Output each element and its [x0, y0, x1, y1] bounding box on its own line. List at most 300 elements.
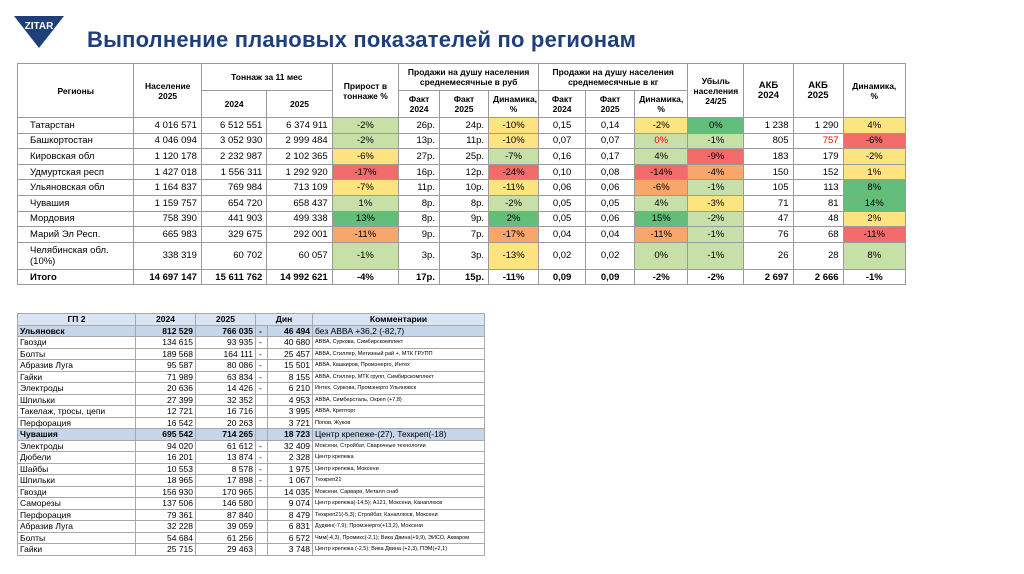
gp-2025: 93 935: [196, 337, 256, 349]
header-kg-fact-2025: Факт 2025: [586, 91, 635, 118]
cell-r25: 8р.: [439, 195, 488, 211]
header-rub-fact-2024: Факт 2024: [399, 91, 440, 118]
cell-adyn: -6%: [843, 133, 905, 149]
gp-2025: 20 263: [196, 417, 256, 429]
cell-rdyn: -24%: [489, 164, 539, 180]
cell-region: Удмуртская респ: [18, 164, 134, 180]
gp-din: 1 067: [268, 475, 313, 487]
header-rub-dynamics: Динамика, %: [489, 91, 539, 118]
cell-kdyn: 0%: [635, 242, 688, 269]
gp-comment: Центр крепежа, Моксени: [313, 463, 485, 475]
gp-2024: 10 553: [136, 463, 196, 475]
cell-r25: 25р.: [439, 149, 488, 165]
gp-name: Ульяновск: [18, 325, 136, 337]
cell-adyn: 4%: [843, 118, 905, 134]
total-row: [18, 269, 906, 285]
gp-2025: 32 352: [196, 394, 256, 406]
gp-comment: без АВВА +36,2 (-82,7): [313, 325, 485, 337]
cell-r25: 24р.: [439, 118, 488, 134]
gp-2024: 16 201: [136, 452, 196, 464]
gp-din: 3 995: [268, 406, 313, 418]
cell-t24: 654 720: [201, 195, 266, 211]
gp-comment: АВВА, Суркова, Симбирскомплект: [313, 337, 485, 349]
gp-2024: 18 965: [136, 475, 196, 487]
table-row: [18, 532, 485, 544]
cell-k25: 0,06: [586, 180, 635, 196]
gp-2025: 61 612: [196, 440, 256, 452]
gp-din: 2 328: [268, 452, 313, 464]
gp-sign: [256, 486, 268, 498]
gp-2024: 695 542: [136, 429, 196, 441]
gp-din: 8 155: [268, 371, 313, 383]
cell-decl: -1%: [688, 227, 744, 243]
cell-rdyn: 2%: [489, 211, 539, 227]
cell-r24: 3р.: [399, 242, 440, 269]
gp-din: 25 457: [268, 348, 313, 360]
cell-pop: 4 046 094: [134, 133, 201, 149]
cell-decl: -1%: [688, 180, 744, 196]
table-row: [18, 544, 485, 556]
gp-comment: Дудкин(-7,9); Промэнерго(+13,2), Моксени: [313, 521, 485, 533]
gp-din: 6 831: [268, 521, 313, 533]
cell-k25: 0,17: [586, 149, 635, 165]
cell-k24: 0,05: [539, 211, 586, 227]
cell-adyn: 14%: [843, 195, 905, 211]
cell-growth: -6%: [332, 149, 398, 165]
gp-2024: 54 684: [136, 532, 196, 544]
header-sales-kg: Продажи на душу населения среднемесячные в кг: [539, 64, 688, 91]
cell-r24: 11р.: [399, 180, 440, 196]
cell-region: Кировская обл: [18, 149, 134, 165]
gp-2025: 170 965: [196, 486, 256, 498]
cell-kdyn: 0%: [635, 133, 688, 149]
cell-adyn: -2%: [843, 149, 905, 165]
gp-2025: 17 898: [196, 475, 256, 487]
cell-kdyn: -2%: [635, 118, 688, 134]
table-row: [18, 440, 485, 452]
header-growth: Прирост в тоннаже %: [332, 64, 398, 118]
gp-din: 8 479: [268, 509, 313, 521]
cell-t24: 6 512 551: [201, 118, 266, 134]
cell-r24: 9р.: [399, 227, 440, 243]
cell-k25: 0,08: [586, 164, 635, 180]
gp-sign: -: [256, 463, 268, 475]
gp-2024: 12 721: [136, 406, 196, 418]
gp-din: 14 035: [268, 486, 313, 498]
cell-decl: -1%: [688, 133, 744, 149]
gp-comment: Центр крепежа (-2,5); Вика Двина (+2,3), ПЭМ(+2,1): [313, 544, 485, 556]
total-pop: 14 697 147: [134, 269, 201, 285]
cell-rdyn: -10%: [489, 118, 539, 134]
cell-t24: 329 675: [201, 227, 266, 243]
gp-2025: 714 265: [196, 429, 256, 441]
gp-sign: -: [256, 325, 268, 337]
cell-r24: 26р.: [399, 118, 440, 134]
cell-a25: 28: [793, 242, 843, 269]
cell-k25: 0,04: [586, 227, 635, 243]
gp-2024: 20 636: [136, 383, 196, 395]
cell-t25: 292 001: [267, 227, 332, 243]
gp-2024: 94 020: [136, 440, 196, 452]
total-kdyn: -2%: [635, 269, 688, 285]
cell-region: Башкортостан: [18, 133, 134, 149]
gp-sign: -: [256, 371, 268, 383]
header-kg-fact-2024: Факт 2024: [539, 91, 586, 118]
cell-kdyn: 15%: [635, 211, 688, 227]
gp-sign: [256, 532, 268, 544]
total-region: Итого: [18, 269, 134, 285]
total-decl: -2%: [688, 269, 744, 285]
cell-decl: -4%: [688, 164, 744, 180]
cell-region: Мордовия: [18, 211, 134, 227]
gp-comment: Чмм(-4,3), Промикс(-2,1); Вика Двина(+9,9), ЭИСО, Акваром: [313, 532, 485, 544]
cell-t25: 60 057: [267, 242, 332, 269]
total-k25: 0,09: [586, 269, 635, 285]
table-row: [18, 394, 485, 406]
zitar-logo: [14, 14, 64, 50]
gp-din: 18 723: [268, 429, 313, 441]
gp-2024: 25 715: [136, 544, 196, 556]
cell-decl: -2%: [688, 211, 744, 227]
gp-comment: АВВА, Крепторг: [313, 406, 485, 418]
gp-din: 1 975: [268, 463, 313, 475]
gp-2024: 134 615: [136, 337, 196, 349]
table-row: [18, 521, 485, 533]
gp-2025: 61 256: [196, 532, 256, 544]
cell-pop: 338 319: [134, 242, 201, 269]
gp-name: Электроды: [18, 383, 136, 395]
cell-pop: 1 164 837: [134, 180, 201, 196]
gp-comment: Попов, Жуков: [313, 417, 485, 429]
gp-header-comments: Комментарии: [313, 314, 485, 326]
cell-k25: 0,14: [586, 118, 635, 134]
cell-growth: -7%: [332, 180, 398, 196]
header-rub-fact-2025: Факт 2025: [439, 91, 488, 118]
cell-pop: 1 159 757: [134, 195, 201, 211]
cell-pop: 1 427 018: [134, 164, 201, 180]
gp-name: Такелаж, тросы, цепи: [18, 406, 136, 418]
table-row: [18, 227, 906, 243]
cell-k25: 0,05: [586, 195, 635, 211]
total-a24: 2 697: [744, 269, 793, 285]
cell-r25: 10р.: [439, 180, 488, 196]
cell-growth: -2%: [332, 118, 398, 134]
gp-sign: [256, 509, 268, 521]
gp-comment: Моксени, Сарвари, Металл снаб: [313, 486, 485, 498]
table-row: [18, 118, 906, 134]
gp-din: 3 748: [268, 544, 313, 556]
gp-comment: Центр крепеже-(27), Техкреп(-18): [313, 429, 485, 441]
gp-name: Болты: [18, 532, 136, 544]
table-row: [18, 195, 906, 211]
gp-din: 6 572: [268, 532, 313, 544]
gp-name: Дюбели: [18, 452, 136, 464]
cell-a25: 81: [793, 195, 843, 211]
total-a25: 2 666: [793, 269, 843, 285]
gp-din: 15 501: [268, 360, 313, 372]
cell-k24: 0,15: [539, 118, 586, 134]
gp-name: Гайки: [18, 544, 136, 556]
gp-sign: -: [256, 440, 268, 452]
header-akb-dynamics: Динамика, %: [843, 64, 905, 118]
cell-t25: 2 999 484: [267, 133, 332, 149]
cell-growth: -2%: [332, 133, 398, 149]
cell-r24: 27р.: [399, 149, 440, 165]
cell-pop: 758 390: [134, 211, 201, 227]
gp-sign: [256, 394, 268, 406]
cell-a25: 757: [793, 133, 843, 149]
cell-r24: 13р.: [399, 133, 440, 149]
table-row: [18, 211, 906, 227]
cell-r25: 9р.: [439, 211, 488, 227]
cell-t24: 2 232 987: [201, 149, 266, 165]
gp-comment: Интех, Суркова, Промэнерго Ульяновск: [313, 383, 485, 395]
gp-header-2024: 2024: [136, 314, 196, 326]
cell-a24: 47: [744, 211, 793, 227]
table-row: [18, 486, 485, 498]
header-tonnage: Тоннаж за 11 мес: [201, 64, 332, 91]
group-row: [18, 429, 485, 441]
table-row: [18, 383, 485, 395]
gp2-table: [17, 313, 485, 556]
header-tonnage-2025: 2025: [267, 91, 332, 118]
header-region: Регионы: [18, 64, 134, 118]
cell-region: Ульяновская обл: [18, 180, 134, 196]
gp-header-din: Дин: [256, 314, 313, 326]
cell-t25: 658 437: [267, 195, 332, 211]
gp-sign: -: [256, 360, 268, 372]
gp-2025: 29 463: [196, 544, 256, 556]
gp-2025: 63 834: [196, 371, 256, 383]
table-row: [18, 452, 485, 464]
gp-2024: 812 529: [136, 325, 196, 337]
gp-sign: -: [256, 383, 268, 395]
gp-comment: Техкреп21(-5,3); Стройбат, Канаплюсв, Моксени: [313, 509, 485, 521]
table-row: [18, 498, 485, 510]
cell-r24: 8р.: [399, 195, 440, 211]
regions-table: [17, 63, 906, 285]
table-row: [18, 337, 485, 349]
cell-a25: 1 290: [793, 118, 843, 134]
cell-pop: 665 983: [134, 227, 201, 243]
header-population: Население 2025: [134, 64, 201, 118]
gp-comment: АВВА, Стиллер, МТК групп, Симбирскомплект: [313, 371, 485, 383]
total-growth: -4%: [332, 269, 398, 285]
gp-2024: 137 506: [136, 498, 196, 510]
total-t24: 15 611 762: [201, 269, 266, 285]
cell-k25: 0,06: [586, 211, 635, 227]
cell-t24: 1 556 311: [201, 164, 266, 180]
gp-2025: 8 578: [196, 463, 256, 475]
cell-a25: 48: [793, 211, 843, 227]
cell-pop: 1 120 178: [134, 149, 201, 165]
table-row: [18, 164, 906, 180]
group-row: [18, 325, 485, 337]
cell-decl: 0%: [688, 118, 744, 134]
gp-name: Электроды: [18, 440, 136, 452]
gp-din: 3 721: [268, 417, 313, 429]
cell-a24: 26: [744, 242, 793, 269]
gp-din: 6 210: [268, 383, 313, 395]
cell-k24: 0,04: [539, 227, 586, 243]
table-row: [18, 133, 906, 149]
cell-k24: 0,02: [539, 242, 586, 269]
gp-2025: 14 426: [196, 383, 256, 395]
gp-2024: 189 568: [136, 348, 196, 360]
gp-2024: 32 228: [136, 521, 196, 533]
header-decline: Убыль населения 24/25: [688, 64, 744, 118]
gp-sign: -: [256, 475, 268, 487]
table-row: [18, 371, 485, 383]
cell-k25: 0,07: [586, 133, 635, 149]
gp-comment: Центр крепежа: [313, 452, 485, 464]
cell-t25: 499 338: [267, 211, 332, 227]
total-rdyn: -11%: [489, 269, 539, 285]
cell-kdyn: 4%: [635, 149, 688, 165]
gp-comment: Техкреп21: [313, 475, 485, 487]
gp-name: Гайки: [18, 371, 136, 383]
total-r24: 17р.: [399, 269, 440, 285]
cell-a25: 152: [793, 164, 843, 180]
cell-rdyn: -17%: [489, 227, 539, 243]
cell-region: Чувашия: [18, 195, 134, 211]
header-akb-2025: АКБ 2025: [793, 64, 843, 118]
cell-a24: 105: [744, 180, 793, 196]
cell-a25: 68: [793, 227, 843, 243]
gp-name: Шпильки: [18, 475, 136, 487]
cell-a24: 76: [744, 227, 793, 243]
gp-2025: 80 086: [196, 360, 256, 372]
cell-rdyn: -7%: [489, 149, 539, 165]
gp-name: Чувашия: [18, 429, 136, 441]
cell-t24: 3 052 930: [201, 133, 266, 149]
cell-a24: 805: [744, 133, 793, 149]
cell-adyn: 8%: [843, 242, 905, 269]
header-sales-rub: Продажи на душу населения среднемесячные в руб: [399, 64, 539, 91]
cell-region: Челябинская обл. (10%): [18, 242, 134, 269]
header-kg-dynamics: Динамика, %: [635, 91, 688, 118]
gp-2025: 87 840: [196, 509, 256, 521]
table-row: [18, 242, 906, 269]
cell-growth: -11%: [332, 227, 398, 243]
cell-a24: 183: [744, 149, 793, 165]
cell-t25: 6 374 911: [267, 118, 332, 134]
gp-2024: 156 930: [136, 486, 196, 498]
cell-pop: 4 016 571: [134, 118, 201, 134]
gp-name: Шайбы: [18, 463, 136, 475]
gp-name: Саморезы: [18, 498, 136, 510]
cell-k24: 0,07: [539, 133, 586, 149]
table-row: [18, 180, 906, 196]
gp-header-2025: 2025: [196, 314, 256, 326]
cell-k25: 0,02: [586, 242, 635, 269]
cell-adyn: -11%: [843, 227, 905, 243]
table-row: [18, 463, 485, 475]
cell-k24: 0,16: [539, 149, 586, 165]
cell-growth: -17%: [332, 164, 398, 180]
gp-sign: [256, 406, 268, 418]
cell-a25: 113: [793, 180, 843, 196]
cell-region: Татарстан: [18, 118, 134, 134]
table-row: [18, 417, 485, 429]
gp-2025: 39 059: [196, 521, 256, 533]
gp-name: Гвозди: [18, 337, 136, 349]
cell-t25: 713 109: [267, 180, 332, 196]
cell-kdyn: -11%: [635, 227, 688, 243]
gp-comment: Моксени, Стройбат, Сварочные технологии: [313, 440, 485, 452]
gp-name: Перфорация: [18, 417, 136, 429]
total-adyn: -1%: [843, 269, 905, 285]
header-tonnage-2024: 2024: [201, 91, 266, 118]
gp-2024: 79 361: [136, 509, 196, 521]
cell-a24: 150: [744, 164, 793, 180]
cell-rdyn: -11%: [489, 180, 539, 196]
cell-adyn: 2%: [843, 211, 905, 227]
cell-r24: 16р.: [399, 164, 440, 180]
gp-name: Абразив Луга: [18, 360, 136, 372]
cell-rdyn: -2%: [489, 195, 539, 211]
cell-growth: 1%: [332, 195, 398, 211]
gp-2025: 164 111: [196, 348, 256, 360]
total-k24: 0,09: [539, 269, 586, 285]
gp-sign: [256, 521, 268, 533]
cell-k24: 0,10: [539, 164, 586, 180]
gp-name: Шпильки: [18, 394, 136, 406]
cell-r25: 7р.: [439, 227, 488, 243]
logo-text: ZITAR: [24, 21, 54, 32]
cell-r25: 3р.: [439, 242, 488, 269]
cell-growth: 13%: [332, 211, 398, 227]
cell-adyn: 1%: [843, 164, 905, 180]
cell-growth: -1%: [332, 242, 398, 269]
header-akb-2024: АКБ 2024: [744, 64, 793, 118]
gp-sign: [256, 498, 268, 510]
gp-2025: 146 580: [196, 498, 256, 510]
table-row: [18, 406, 485, 418]
table-row: [18, 149, 906, 165]
gp-2024: 16 542: [136, 417, 196, 429]
gp-sign: -: [256, 452, 268, 464]
gp-header-name: ГП 2: [18, 314, 136, 326]
cell-t24: 60 702: [201, 242, 266, 269]
cell-t25: 1 292 920: [267, 164, 332, 180]
gp-2024: 27 399: [136, 394, 196, 406]
gp-2024: 95 587: [136, 360, 196, 372]
table-row: [18, 475, 485, 487]
gp-din: 32 409: [268, 440, 313, 452]
gp-sign: [256, 417, 268, 429]
page-title: Выполнение плановых показателей по регионам: [87, 27, 637, 52]
gp-sign: -: [256, 337, 268, 349]
gp-din: 46 494: [268, 325, 313, 337]
cell-decl: -1%: [688, 242, 744, 269]
gp-comment: АВВА, Кашкиров, Промэнерго, Интех: [313, 360, 485, 372]
cell-r25: 11р.: [439, 133, 488, 149]
gp-name: Болты: [18, 348, 136, 360]
cell-r25: 12р.: [439, 164, 488, 180]
gp-2025: 16 716: [196, 406, 256, 418]
gp-2025: 766 035: [196, 325, 256, 337]
cell-t24: 769 984: [201, 180, 266, 196]
gp-din: 9 074: [268, 498, 313, 510]
cell-t25: 2 102 365: [267, 149, 332, 165]
cell-kdyn: -14%: [635, 164, 688, 180]
cell-region: Марий Эл Респ.: [18, 227, 134, 243]
gp-comment: АВВА, Стиллер, Метизный рай +, МТК ГРУПП: [313, 348, 485, 360]
cell-decl: -9%: [688, 149, 744, 165]
gp-comment: Центр крепежа(-14,5); А121, Моксени, Канаплюсв: [313, 498, 485, 510]
cell-rdyn: -13%: [489, 242, 539, 269]
